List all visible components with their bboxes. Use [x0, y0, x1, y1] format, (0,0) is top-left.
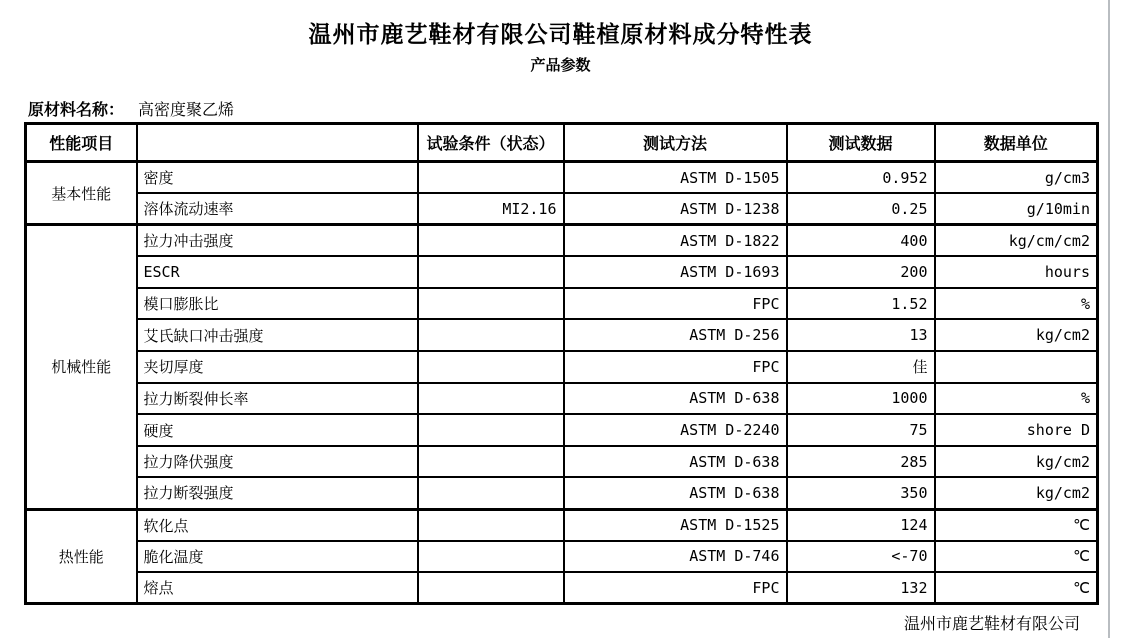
value-cell: 400	[787, 225, 935, 257]
condition-cell	[418, 414, 564, 446]
property-cell: 拉力断裂伸长率	[137, 383, 418, 415]
method-cell: FPC	[564, 288, 787, 320]
unit-cell: hours	[935, 256, 1098, 288]
table-row	[26, 351, 1098, 383]
group-name-cell: 热性能	[26, 509, 137, 604]
property-cell: 熔点	[137, 572, 418, 604]
table-row	[26, 256, 1098, 288]
property-cell: 溶体流动速率	[137, 193, 418, 225]
table-row	[26, 383, 1098, 415]
value-cell: 1000	[787, 383, 935, 415]
method-cell: ASTM D-2240	[564, 414, 787, 446]
method-cell: ASTM D-638	[564, 383, 787, 415]
value-cell: 1.52	[787, 288, 935, 320]
method-cell: FPC	[564, 572, 787, 604]
header-performance-item: 性能项目	[26, 124, 137, 162]
unit-cell: ℃	[935, 509, 1098, 541]
page-edge-line	[1108, 0, 1110, 638]
table-row	[26, 541, 1098, 573]
material-name-label: 原材料名称：	[28, 102, 125, 119]
header-property-blank	[137, 124, 418, 162]
table-row	[26, 572, 1098, 604]
value-cell: 佳	[787, 351, 935, 383]
property-cell: 夹切厚度	[137, 351, 418, 383]
material-name-line	[28, 97, 234, 120]
method-cell: ASTM D-256	[564, 319, 787, 351]
property-cell: 模口膨胀比	[137, 288, 418, 320]
condition-cell	[418, 225, 564, 257]
unit-cell: %	[935, 288, 1098, 320]
method-cell: ASTM D-638	[564, 446, 787, 478]
table-row	[26, 446, 1098, 478]
unit-cell	[935, 351, 1098, 383]
material-name-value: 高密度聚乙烯	[138, 100, 235, 119]
method-cell: ASTM D-1693	[564, 256, 787, 288]
table-row	[26, 193, 1098, 225]
condition-cell	[418, 319, 564, 351]
property-cell: 密度	[137, 162, 418, 194]
property-cell: ESCR	[137, 256, 418, 288]
header-test-data: 测试数据	[787, 124, 935, 162]
unit-cell: g/cm3	[935, 162, 1098, 194]
method-cell: ASTM D-1525	[564, 509, 787, 541]
condition-cell	[418, 446, 564, 478]
spec-table	[24, 122, 1099, 605]
method-cell: FPC	[564, 351, 787, 383]
footer-company-name: 温州市鹿艺鞋材有限公司	[903, 616, 1080, 633]
unit-cell: kg/cm2	[935, 477, 1098, 509]
property-cell: 拉力冲击强度	[137, 225, 418, 257]
unit-cell: kg/cm2	[935, 319, 1098, 351]
group-name-cell: 基本性能	[26, 162, 137, 225]
condition-cell	[418, 477, 564, 509]
value-cell: 0.952	[787, 162, 935, 194]
value-cell: 350	[787, 477, 935, 509]
property-cell: 软化点	[137, 509, 418, 541]
header-data-unit: 数据单位	[935, 124, 1098, 162]
spec-table-body	[26, 162, 1098, 604]
value-cell: 0.25	[787, 193, 935, 225]
unit-cell: shore D	[935, 414, 1098, 446]
table-row	[26, 162, 1098, 194]
value-cell: <-70	[787, 541, 935, 573]
table-row	[26, 477, 1098, 509]
unit-cell: g/10min	[935, 193, 1098, 225]
table-row	[26, 225, 1098, 257]
header-test-method: 测试方法	[564, 124, 787, 162]
spec-table-header	[26, 124, 1098, 162]
value-cell: 132	[787, 572, 935, 604]
property-cell: 脆化温度	[137, 541, 418, 573]
method-cell: ASTM D-1238	[564, 193, 787, 225]
property-cell: 拉力降伏强度	[137, 446, 418, 478]
method-cell: ASTM D-1822	[564, 225, 787, 257]
method-cell: ASTM D-1505	[564, 162, 787, 194]
unit-cell: ℃	[935, 572, 1098, 604]
table-row	[26, 319, 1098, 351]
property-cell: 拉力断裂强度	[137, 477, 418, 509]
condition-cell	[418, 572, 564, 604]
condition-cell	[418, 541, 564, 573]
condition-cell	[418, 509, 564, 541]
page-subtitle: 产品参数	[530, 57, 591, 74]
group-name-cell: 机械性能	[26, 225, 137, 509]
unit-cell: %	[935, 383, 1098, 415]
property-cell: 艾氏缺口冲击强度	[137, 319, 418, 351]
page-title: 温州市鹿艺鞋材有限公司鞋楦原材料成分特性表	[308, 21, 813, 47]
unit-cell: ℃	[935, 541, 1098, 573]
value-cell: 200	[787, 256, 935, 288]
method-cell: ASTM D-746	[564, 541, 787, 573]
condition-cell	[418, 162, 564, 194]
condition-cell	[418, 383, 564, 415]
condition-cell: MI2.16	[418, 193, 564, 225]
table-row	[26, 414, 1098, 446]
value-cell: 75	[787, 414, 935, 446]
condition-cell	[418, 288, 564, 320]
unit-cell: kg/cm2	[935, 446, 1098, 478]
table-row	[26, 509, 1098, 541]
value-cell: 285	[787, 446, 935, 478]
value-cell: 13	[787, 319, 935, 351]
unit-cell: kg/cm/cm2	[935, 225, 1098, 257]
property-cell: 硬度	[137, 414, 418, 446]
header-row	[26, 124, 1098, 162]
header-test-condition: 试验条件（状态）	[418, 124, 564, 162]
condition-cell	[418, 256, 564, 288]
value-cell: 124	[787, 509, 935, 541]
method-cell: ASTM D-638	[564, 477, 787, 509]
condition-cell	[418, 351, 564, 383]
table-row	[26, 288, 1098, 320]
